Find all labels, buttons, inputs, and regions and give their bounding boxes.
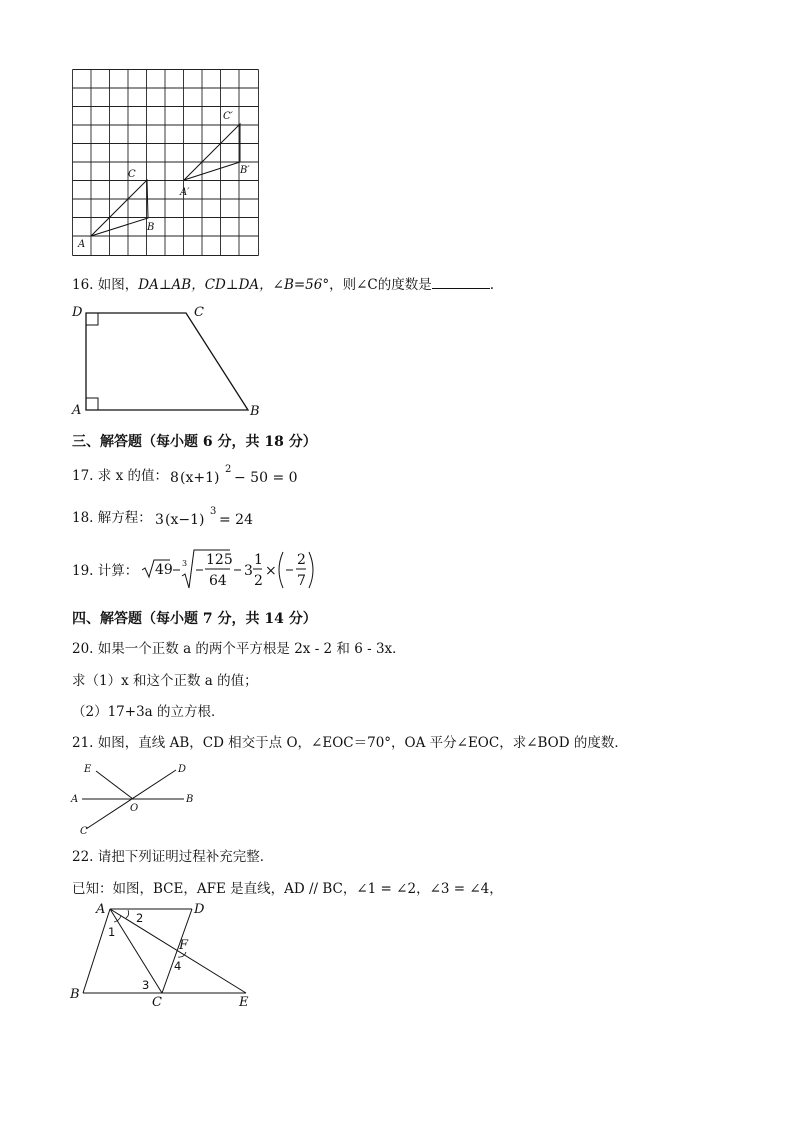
question-19 [72, 562, 138, 580]
q17-rest: − 50 = 0 [234, 470, 298, 486]
question-21 [72, 734, 628, 752]
q17-equation [170, 460, 298, 490]
question-16 [72, 276, 494, 294]
left-paren [279, 552, 283, 588]
label-b: B [147, 222, 155, 233]
label-f: F [179, 938, 189, 953]
question-20-line-1 [72, 640, 406, 658]
label-c: C [128, 169, 136, 180]
q17-base: (x+1) [180, 470, 220, 486]
q18-base: (x−1) [165, 512, 205, 528]
angle-arc-2 [126, 910, 129, 918]
frac1-numerator: 125 [206, 552, 233, 568]
grid-lines [73, 70, 259, 256]
angle-label-3: 3 [142, 978, 150, 992]
trapezoid-figure [68, 302, 268, 422]
triangle-abc [91, 180, 148, 236]
label-a: A [96, 902, 106, 917]
parallelogram-proof-figure [66, 900, 266, 1010]
right-angle-mark-d [86, 313, 98, 325]
intersecting-lines-figure [68, 760, 208, 838]
q21-text: 如图，直线 AB，CD 相交于点 O，∠EOC＝70°，OA 平分∠EOC，求∠BOD 的度数． [93, 735, 628, 751]
cube-root-index: 3 [182, 559, 188, 568]
label-e: E [84, 764, 92, 775]
frac2-numerator: 1 [254, 552, 263, 568]
q19-expression [140, 546, 330, 594]
label-b: B [70, 987, 80, 1002]
frac3-denominator: 7 [297, 573, 306, 589]
right-angle-mark-a [86, 398, 98, 410]
question-18 [72, 509, 152, 527]
label-d: D [178, 764, 187, 775]
q21-number: 21. [72, 735, 94, 751]
label-o: O [130, 803, 139, 814]
q20-line-1: 如果一个正数 a 的两个平方根是 2x - 2 和 6 - 3x． [93, 641, 406, 657]
question-20-line-3: （2）17+3a 的立方根． [72, 704, 225, 720]
label-a-prime: A′ [180, 187, 190, 198]
label-b-prime: B′ [240, 165, 250, 176]
line-ab [83, 909, 110, 993]
label-a: A [78, 239, 86, 250]
q20-number: 20. [72, 641, 94, 657]
q18-coef: 3 [155, 512, 164, 528]
q17-text: 求 x 的值： [93, 468, 168, 484]
angle-label-4: 4 [174, 959, 182, 973]
label-d: D [194, 902, 205, 917]
label-c: C [152, 995, 162, 1010]
q18-number: 18. [72, 510, 94, 526]
q19-number: 19. [72, 563, 94, 579]
frac1-denominator: 64 [209, 573, 227, 589]
label-a: A [71, 794, 79, 805]
label-c-prime: C′ [223, 111, 233, 122]
q16-number: 16. [72, 277, 94, 293]
q16-text-a: 如图， [93, 277, 139, 293]
q18-text: 解方程： [93, 510, 152, 526]
grid-figure [72, 69, 262, 259]
section-4-title: 四、解答题（每小题 7 分，共 14 分） [72, 611, 317, 627]
question-20-line-2: 求（1）x 和这个正数 a 的值； [72, 673, 258, 689]
label-d: D [72, 305, 83, 320]
q17-coef: 8 [170, 470, 179, 486]
times-sign: × [265, 563, 277, 579]
sqrt-radicand: 49 [155, 562, 173, 578]
label-b: B [250, 404, 260, 419]
q16-conditions: DA⊥AB，CD⊥DA，∠B=56° [138, 277, 330, 293]
right-paren [309, 552, 313, 588]
section-3-title: 三、解答题（每小题 6 分，共 18 分） [72, 434, 317, 450]
angle-label-1: 1 [108, 925, 116, 939]
question-17 [72, 467, 168, 485]
label-b: B [186, 794, 194, 805]
triangle-a-prime-b-prime-c-prime [184, 124, 240, 180]
q22-text: 请把下列证明过程补充完整． [93, 849, 274, 865]
ray-oe [96, 771, 133, 799]
q18-equation [155, 502, 255, 532]
answer-blank [432, 276, 490, 289]
q17-exponent: 2 [225, 464, 232, 475]
q17-number: 17. [72, 468, 94, 484]
label-e: E [239, 995, 249, 1010]
mixed-whole: 3 [244, 563, 253, 579]
q18-exponent: 3 [210, 506, 217, 517]
q16-text-c: ，则∠C的度数是 [329, 277, 432, 293]
frac3-numerator: 2 [297, 552, 306, 568]
label-c: C [80, 826, 88, 837]
angle-label-2: 2 [136, 911, 144, 925]
frac2-denominator: 2 [254, 573, 263, 589]
label-c: C [194, 305, 204, 320]
label-a: A [72, 403, 82, 418]
q19-text: 计算： [93, 563, 139, 579]
line-afe [110, 909, 246, 993]
q16-period: . [489, 277, 495, 293]
q22-given: 已知：如图，BCE，AFE 是直线，AD // BC，∠1 = ∠2，∠3 = ∠4， [72, 881, 503, 897]
q18-rest: = 24 [219, 512, 253, 528]
q22-number: 22. [72, 849, 94, 865]
question-22 [72, 848, 273, 866]
trapezoid-abcd [86, 313, 248, 410]
